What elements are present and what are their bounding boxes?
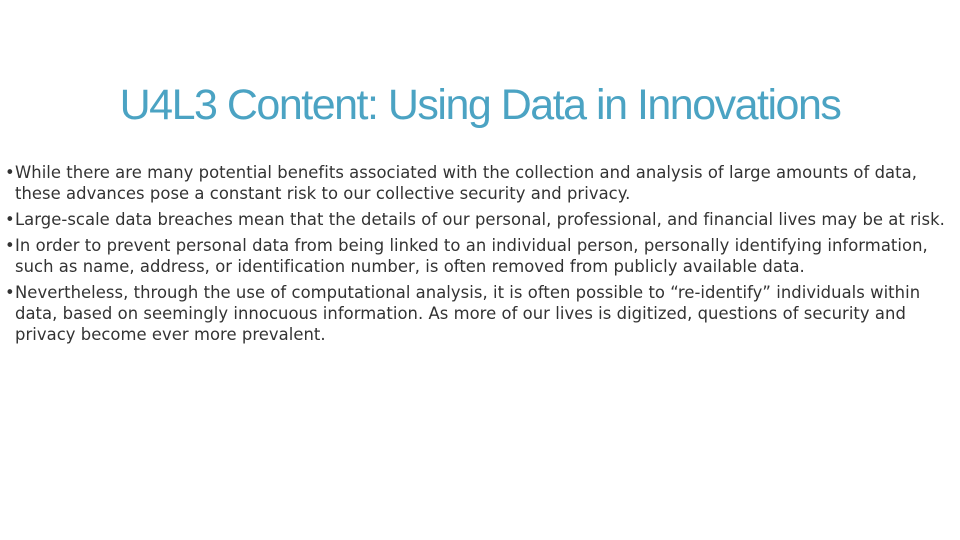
bullet-marker: •: [5, 283, 15, 302]
bullet-marker: •: [5, 236, 15, 255]
bullet-item: [5, 235, 957, 277]
bullet-item: [5, 282, 957, 345]
bullet-item: [5, 209, 957, 230]
bullet-text: While there are many potential benefits associated with the collection and analysis of large amounts of data, these advances pose a constant risk to our collective security and privacy.: [15, 163, 917, 203]
bullet-text: Nevertheless, through the use of computational analysis, it is often possible to “re-identify” individuals within data, based on seemingly innocuous information. As more of our lives is digitized, questions of security and privacy become ever more prevalent.: [15, 283, 921, 344]
bullet-text: In order to prevent personal data from being linked to an individual person, personally identifying information, such as name, address, or identification number, is often removed from publicly available data.: [15, 236, 928, 276]
bullet-item: [5, 162, 957, 204]
bullet-marker: •: [5, 163, 15, 182]
slide-title: U4L3 Content: Using Data in Innovations: [119, 81, 841, 129]
bullet-text: Large-scale data breaches mean that the details of our personal, professional, and financial lives may be at risk.: [15, 210, 945, 229]
bullet-list: [5, 162, 957, 350]
bullet-marker: •: [5, 210, 15, 229]
